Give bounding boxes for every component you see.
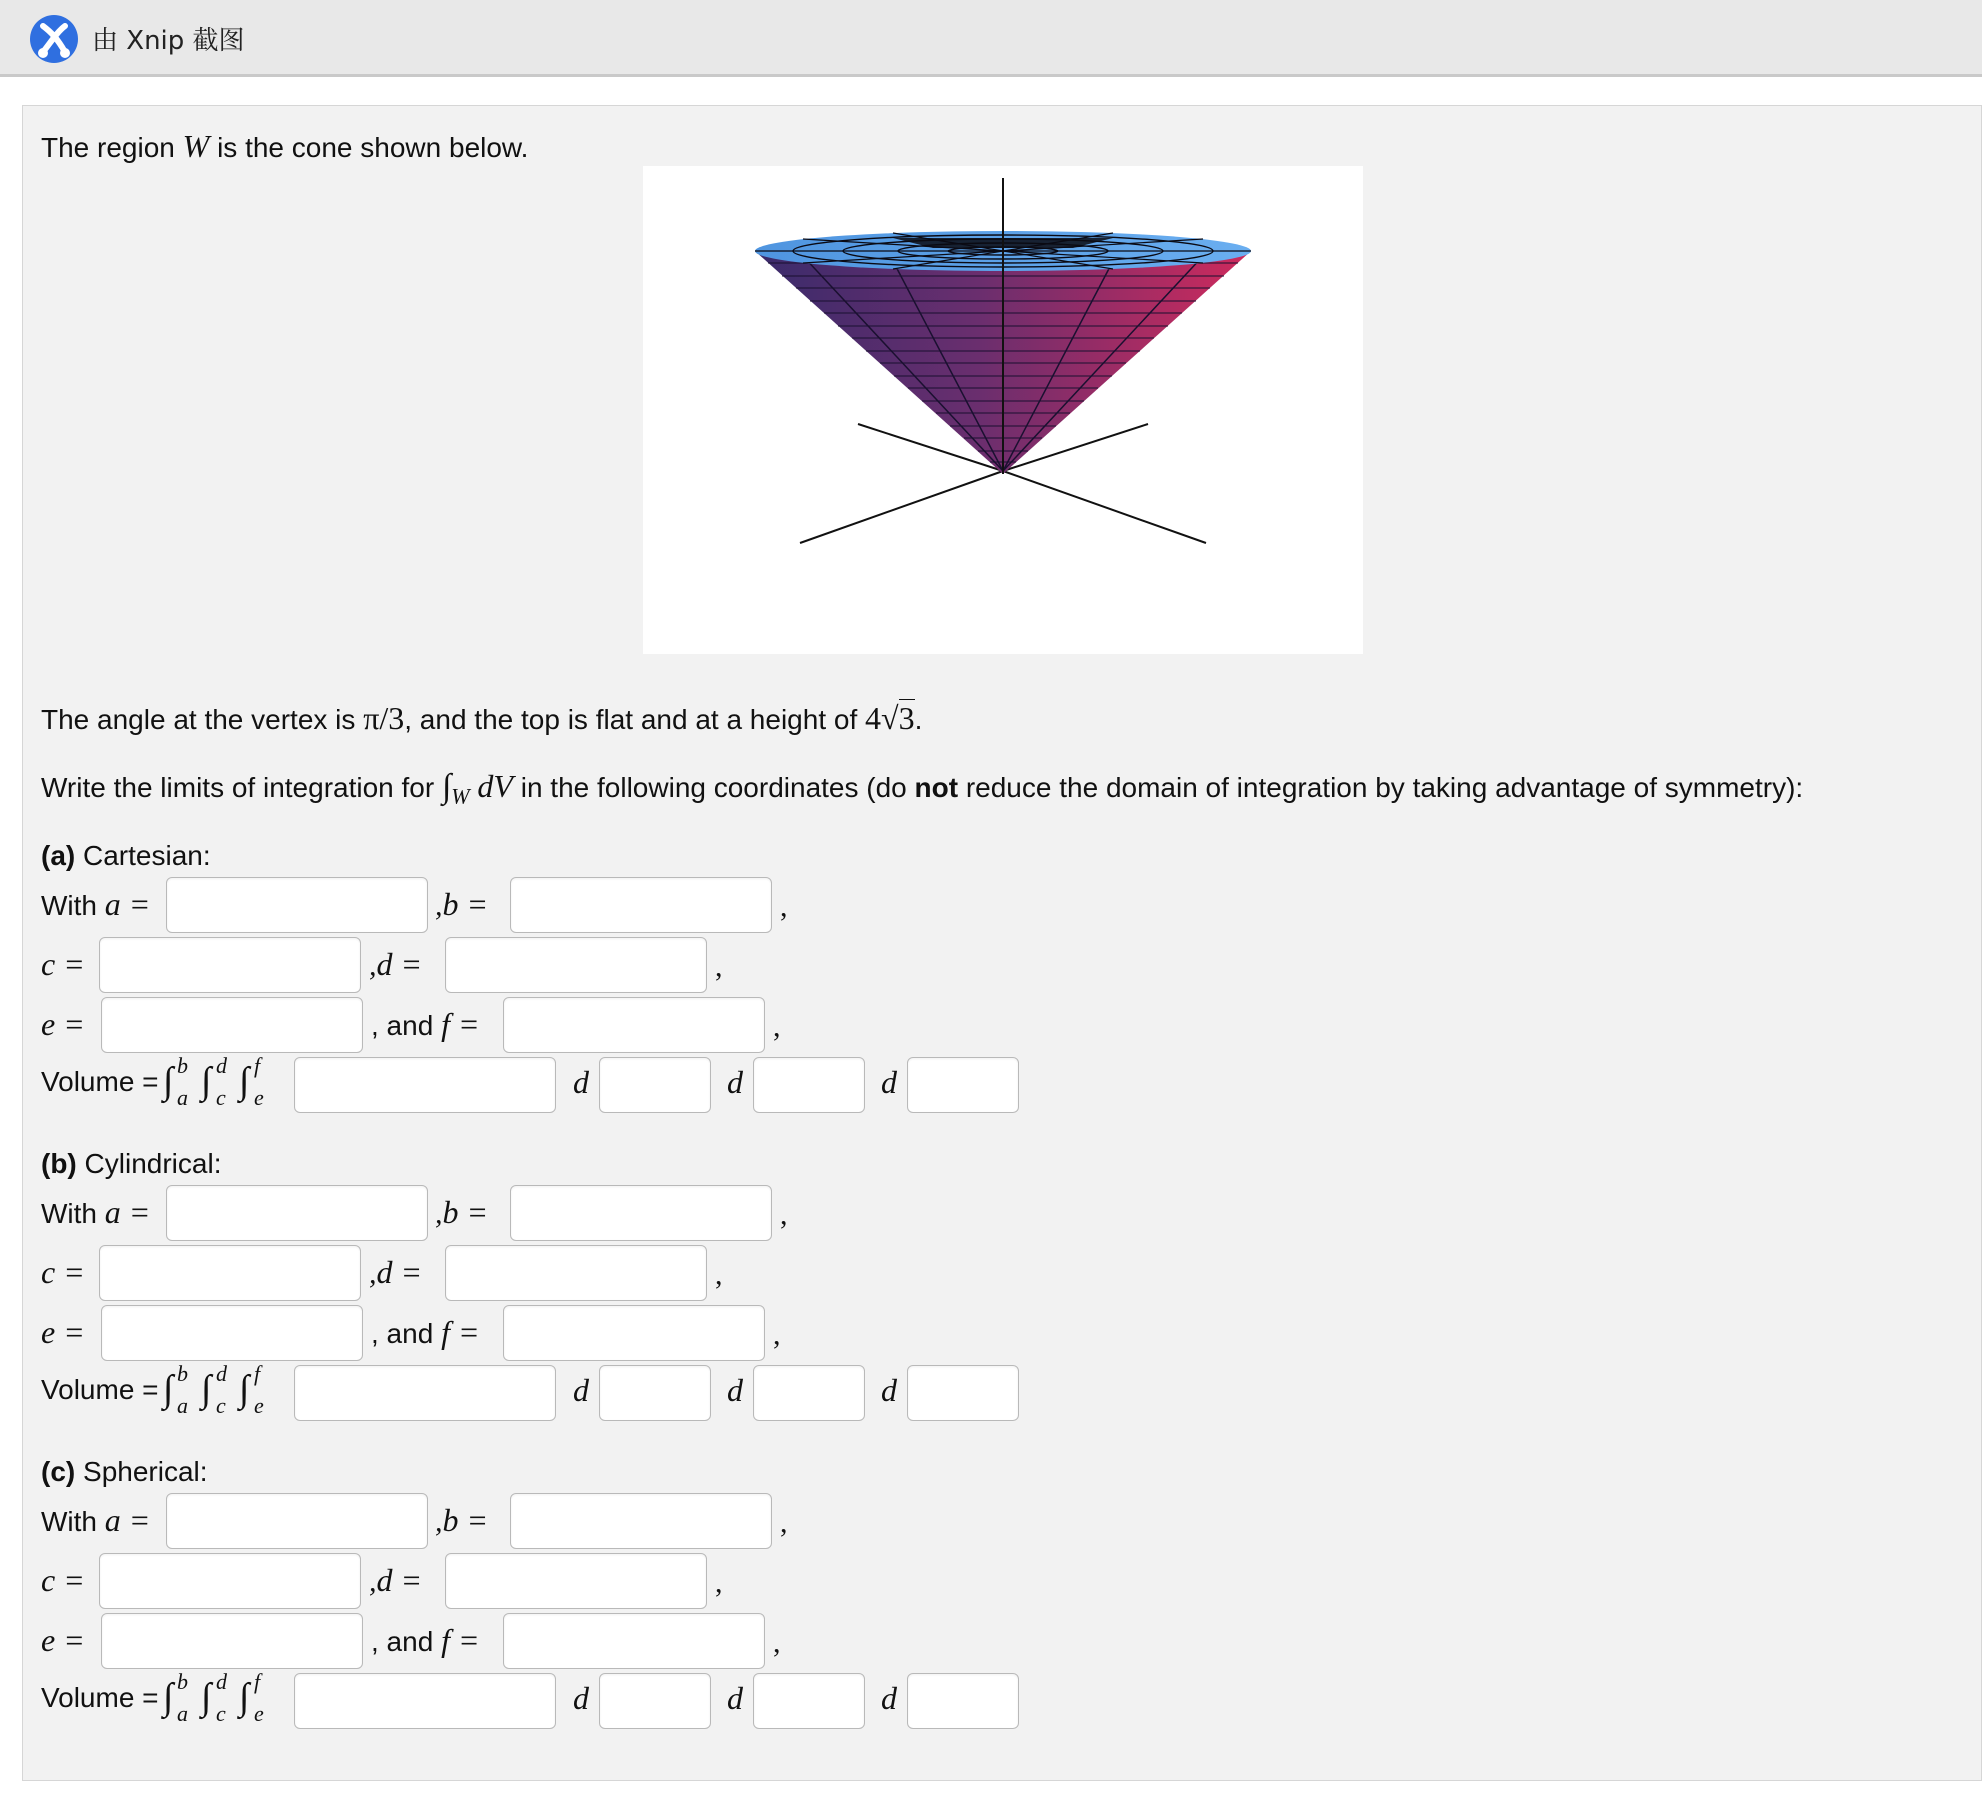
label-d [369,1254,422,1291]
a-label: a = [104,886,151,922]
label-e: e = [41,1006,85,1042]
triple-integral [163,1671,283,1731]
b-label: b = [442,886,489,922]
integral-sign: ∫ [201,1676,212,1718]
upper-limit: f [254,1361,261,1386]
lower-limit: a [177,1701,188,1726]
label-d [369,946,422,983]
f-label: f = [441,1006,480,1042]
comma: , [780,1198,788,1231]
upper-limit: d [216,1053,227,1078]
integral-sign: ∫ [201,1060,212,1102]
input-e[interactable] [101,1305,363,1361]
section-tag: (a) [41,840,76,871]
input-f[interactable] [503,1305,765,1361]
label-c: c = [41,946,85,982]
input-a[interactable] [166,1185,428,1241]
comma: , [715,1566,723,1599]
instr-bold: not [914,772,959,803]
input-b[interactable] [510,877,772,933]
input-b[interactable] [510,1493,772,1549]
triple-integral [163,1055,283,1115]
input-b[interactable] [510,1185,772,1241]
section-name: Spherical: [75,1456,208,1487]
comma: , [435,889,443,922]
integral-sign: ∫ [239,1368,250,1410]
lower-limit: c [216,1085,226,1110]
label-f [371,1314,480,1351]
lower-limit: a [177,1085,188,1110]
section-name: Cylindrical: [76,1148,222,1179]
topbar-title: 由 Xnip 截图 [92,26,245,56]
instr-suffix: reduce the domain of integration by taking advantage of symmetry): [958,772,1804,803]
comma: , [435,1197,443,1230]
d-label: d = [376,1562,423,1598]
volume-label: Volume = [41,1374,159,1405]
input-var3[interactable] [907,1365,1019,1421]
comma: , [369,949,377,982]
upper-limit: d [216,1669,227,1694]
lower-limit: e [254,1701,264,1726]
and-label: , and [371,1010,442,1041]
label-f [371,1006,480,1043]
label-c: c = [41,1562,85,1598]
integral-sign: ∫ [239,1060,250,1102]
input-f[interactable] [503,1613,765,1669]
label-f [371,1622,480,1659]
d-label: d [727,1680,743,1716]
input-integrand[interactable] [294,1057,556,1113]
input-var2[interactable] [753,1673,865,1729]
a-label: a = [104,1502,151,1538]
label-with-a [41,1502,150,1539]
comma: , [780,1506,788,1539]
intro-suffix: is the cone shown below. [209,132,529,163]
comma: , [780,890,788,923]
section-heading [41,1148,221,1180]
input-f[interactable] [503,997,765,1053]
lower-limit: e [254,1085,264,1110]
instr-prefix: Write the limits of integration for [41,772,442,803]
intro-text [41,128,528,165]
d-label: d [881,1372,897,1408]
region-variable: W [182,128,210,164]
input-a[interactable] [166,877,428,933]
section-heading [41,1456,208,1488]
b-label: b = [442,1194,489,1230]
upper-limit: f [254,1053,261,1078]
label-with-a [41,886,150,923]
input-var2[interactable] [753,1057,865,1113]
angle-text [41,700,922,737]
lower-limit: c [216,1701,226,1726]
label-b [435,1502,488,1539]
input-d[interactable] [445,1245,707,1301]
d-label: d [573,1680,589,1716]
d-label: d [573,1064,589,1100]
intro-prefix: The region [41,132,183,163]
input-var1[interactable] [599,1057,711,1113]
xnip-title-bar [0,0,1982,77]
volume-label: Volume = [41,1066,159,1097]
input-var3[interactable] [907,1673,1019,1729]
d-label: d = [376,946,423,982]
integral-sign: ∫ [163,1060,174,1102]
a-label: a = [104,1194,151,1230]
comma: , [435,1505,443,1538]
section-tag: (b) [41,1148,77,1179]
integral-sign: ∫ [163,1676,174,1718]
input-e[interactable] [101,1613,363,1669]
label-with-a [41,1194,150,1231]
label-b [435,886,488,923]
cone-image [643,166,1363,654]
d-label: d [881,1064,897,1100]
problem-panel [22,105,1982,1781]
and-label: , and [371,1626,442,1657]
upper-limit: b [177,1361,188,1386]
input-c[interactable] [99,937,361,993]
height-radicand: 3 [898,700,915,736]
instructions-text [41,768,1803,810]
upper-limit: b [177,1669,188,1694]
triple-integral [163,1363,283,1423]
label-e: e = [41,1314,85,1350]
comma: , [715,1258,723,1291]
section-tag: (c) [41,1456,76,1487]
label-e: e = [41,1622,85,1658]
sqrt-symbol: √ [881,700,899,736]
lower-limit: c [216,1393,226,1418]
section-heading [41,840,211,872]
with-label: With [41,890,105,921]
input-var3[interactable] [907,1057,1019,1113]
label-d [369,1562,422,1599]
b-label: b = [442,1502,489,1538]
input-var2[interactable] [753,1365,865,1421]
comma: , [773,1318,781,1351]
upper-limit: f [254,1669,261,1694]
input-c[interactable] [99,1553,361,1609]
input-integrand[interactable] [294,1673,556,1729]
angle-value: π/3 [363,700,405,736]
angle-end: . [914,704,923,735]
angle-middle: , and the top is flat and at a height of [404,704,866,735]
input-d[interactable] [445,1553,707,1609]
input-d[interactable] [445,937,707,993]
input-a[interactable] [166,1493,428,1549]
label-c: c = [41,1254,85,1290]
integral-sign: ∫ [201,1368,212,1410]
label-b [435,1194,488,1231]
input-e[interactable] [101,997,363,1053]
comma: , [773,1626,781,1659]
comma: , [773,1010,781,1043]
lower-limit: e [254,1393,264,1418]
with-label: With [41,1506,105,1537]
section-name: Cartesian: [75,840,211,871]
f-label: f = [441,1622,480,1658]
and-label: , and [371,1318,442,1349]
integral-sign: ∫ [239,1676,250,1718]
d-label: d [727,1064,743,1100]
comma: , [369,1257,377,1290]
angle-prefix: The angle at the vertex is [41,704,364,735]
height-coefficient: 4 [865,700,882,736]
input-c[interactable] [99,1245,361,1301]
upper-limit: d [216,1361,227,1386]
lower-limit: a [177,1393,188,1418]
xnip-logo-icon [29,14,79,64]
instr-middle: in the following coordinates (do [512,772,915,803]
comma: , [369,1565,377,1598]
d-label: d [727,1372,743,1408]
with-label: With [41,1198,105,1229]
f-label: f = [441,1314,480,1350]
d-label: d [881,1680,897,1716]
comma: , [715,950,723,983]
integral-sign: ∫ [163,1368,174,1410]
volume-label: Volume = [41,1682,159,1713]
d-label: d = [376,1254,423,1290]
dv-text: dV [477,768,513,804]
integral-subscript: W [451,783,470,809]
d-label: d [573,1372,589,1408]
integral-symbol: ∫ [441,768,452,805]
upper-limit: b [177,1053,188,1078]
input-integrand[interactable] [294,1365,556,1421]
input-var1[interactable] [599,1673,711,1729]
input-var1[interactable] [599,1365,711,1421]
cone-figure [643,166,1363,654]
